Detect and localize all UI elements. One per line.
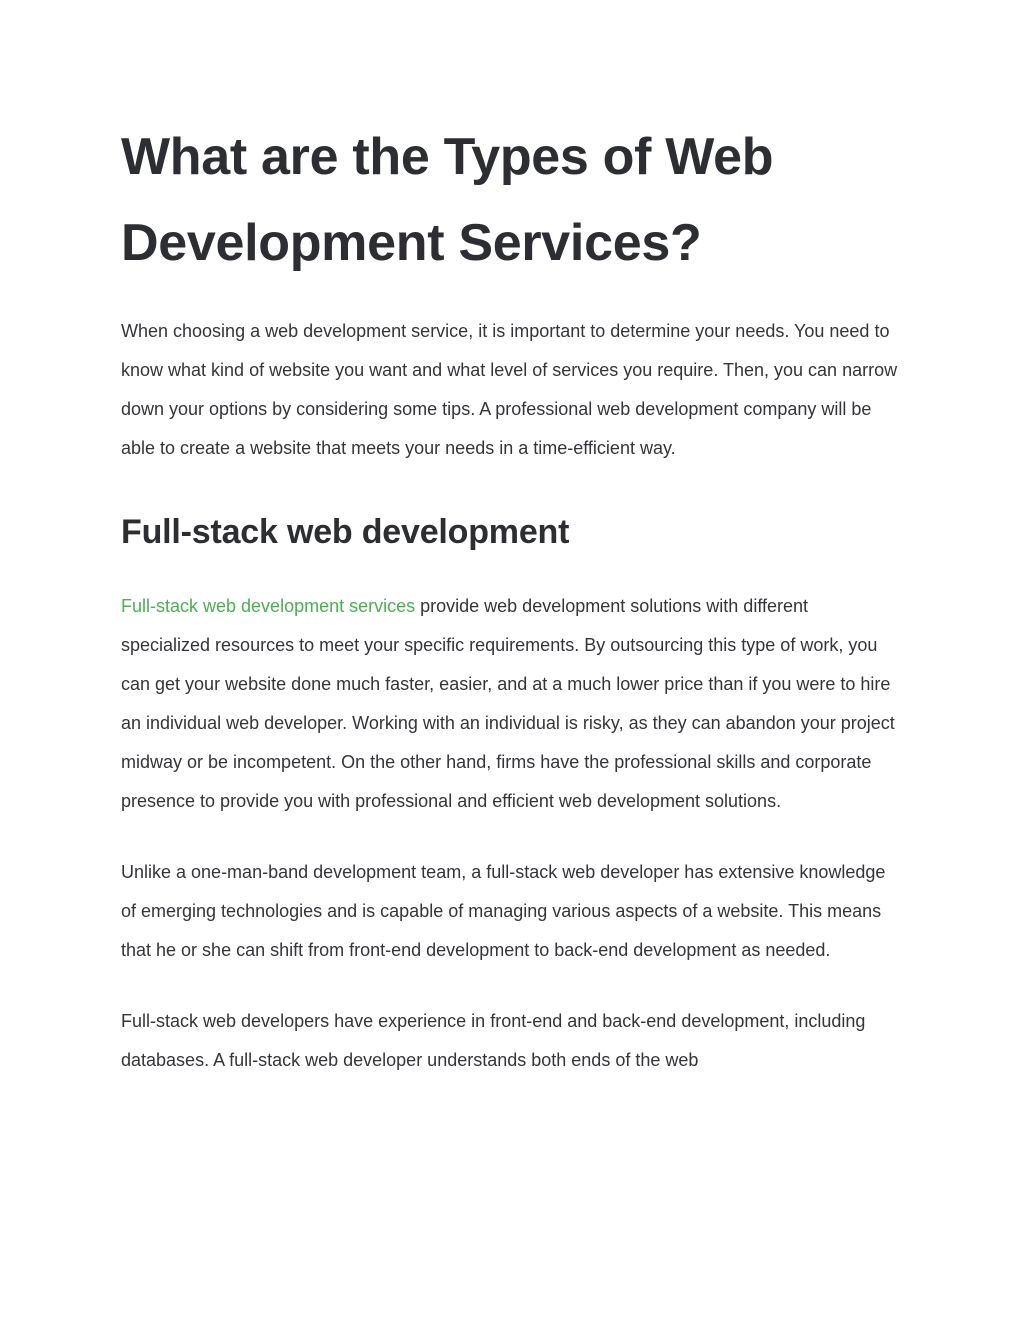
section-paragraph-2: Unlike a one-man-band development team, a full-stack web developer has extensive knowledge of emerging technologies and is capable of managing various aspects of a website. This means that he or she can shift from front-end development to back-end development as needed. bbox=[121, 862, 886, 960]
intro-paragraph: When choosing a web development service, it is important to determine your needs. You need to know what kind of website you want and what level of services you require. Then, you can narrow down your options by considering some tips. A professional web development company will be able to create a website that meets your needs in a time-efficient way. bbox=[121, 321, 898, 458]
full-stack-services-link[interactable]: Full-stack web development services bbox=[121, 596, 416, 616]
section-heading: Full-stack web development bbox=[121, 513, 570, 551]
page-title: What are the Types of Web Development Services? bbox=[121, 128, 774, 272]
section-paragraph-1-text: provide web development solutions with different specialized resources to meet your specific requirements. By outsourcing this type of work, you can get your website done much faster, easier, and at a much lower price than if you were to hire an individual web developer. Working with an individual is risky, as they can abandon your project midway or be incompetent. On the other hand, firms have the professional skills and corporate presence to provide you with professional and efficient web development solutions. bbox=[121, 596, 895, 811]
section-paragraph-1 bbox=[121, 587, 901, 821]
section-paragraph-3: Full-stack web developers have experience in front-end and back-end development, including databases. A full-stack web developer understands both ends of the web bbox=[121, 1011, 866, 1070]
document-page bbox=[121, 114, 901, 1080]
